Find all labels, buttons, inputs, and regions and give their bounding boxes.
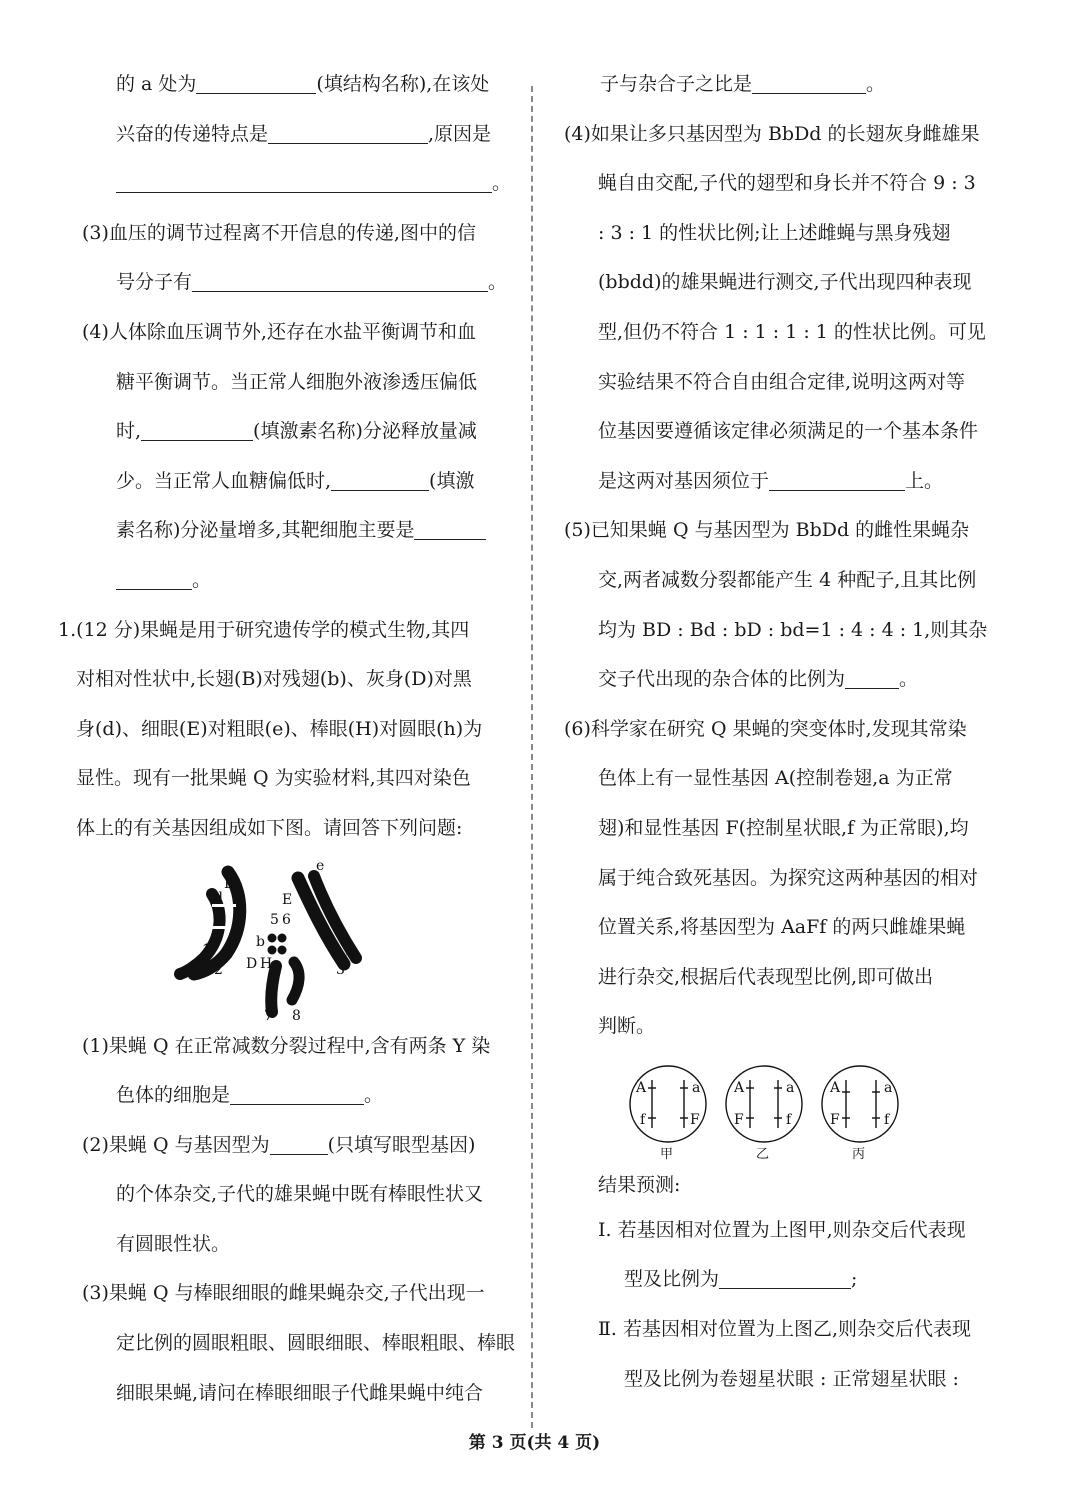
gene-label: E [282, 891, 293, 908]
text-line: (4)如果让多只基因型为 BbDd 的长翅灰身雌雄果 [564, 122, 980, 145]
answer-blank[interactable] [719, 1266, 851, 1289]
text-line: 实验结果不符合自由组合定律,说明这两对等 [598, 370, 966, 393]
text-line: (6)科学家在研究 Q 果蝇的突变体时,发现其常染 [564, 717, 967, 740]
text-line: 色体的细胞是 。 [116, 1084, 384, 1107]
gene-label: d [214, 889, 223, 906]
text-line: 交,两者减数分裂都能产生 4 种配子,且其比例 [598, 568, 977, 591]
text-line: (3)血压的调节过程离不开信息的传递,图中的信 [82, 221, 476, 244]
text-line: 是这两对基因须位于 上。 [598, 469, 944, 492]
text-line: 糖平衡调节。当正常人细胞外液渗透压偏低 [116, 370, 478, 393]
text-line: 翅)和显性基因 F(控制星状眼,f 为正常眼),均 [598, 816, 969, 839]
text-line: (1)果蝇 Q 在正常减数分裂过程中,含有两条 Y 染 [82, 1034, 491, 1057]
gene-label: b [256, 933, 265, 950]
text-line: 位基因要遵循该定律必须满足的一个基本条件 [598, 420, 979, 443]
gene-label: A [830, 1079, 841, 1096]
chromosome-number: 7 [264, 1007, 273, 1022]
chromosome-number: 5 [270, 911, 279, 928]
chromosome-number: 6 [282, 911, 291, 928]
text-line: 细眼果蝇,请问在棒眼细眼子代雌果蝇中纯合 [116, 1381, 484, 1404]
text-line: 对相对性状中,长翅(B)对残翅(b)、灰身(D)对黑 [76, 668, 472, 691]
gene-label: B [224, 875, 235, 892]
gene-label: A [734, 1079, 745, 1096]
answer-blank[interactable] [116, 170, 492, 193]
column-divider [531, 86, 533, 1428]
answer-blank[interactable] [230, 1082, 364, 1105]
text-line: (bbdd)的雄果蝇进行测交,子代出现四种表现 [598, 271, 972, 294]
text-line: 身(d)、细眼(E)对粗眼(e)、棒眼(H)对圆眼(h)为 [76, 717, 483, 740]
text-line: 的 a 处为 (填结构名称),在该处 [116, 73, 490, 95]
text-line: (5)已知果蝇 Q 与基因型为 BbDd 的雌性果蝇杂 [564, 519, 970, 542]
gene-label: F [690, 1111, 700, 1128]
gene-label: f [884, 1111, 890, 1128]
chromosome-figure [76, 854, 524, 1022]
text-line: 号分子有 。 [116, 271, 508, 294]
text-line: 有圆眼性状。 [116, 1232, 231, 1255]
text-line: 交子代出现的杂合体的比例为 。 [598, 668, 919, 691]
text-line: 型及比例为卷翅星状眼 : 正常翅星状眼 : [624, 1367, 959, 1390]
text-line: 色体上有一显性基因 A(控制卷翅,a 为正常 [598, 767, 953, 790]
text-line: 少。当正常人血糖偏低时, (填激 [116, 469, 475, 492]
text-line: 进行杂交,根据后代表现型比例,即可做出 [598, 965, 934, 988]
answer-blank[interactable] [192, 269, 488, 292]
answer-blank[interactable] [141, 418, 253, 441]
chromosome-number: 8 [292, 1007, 301, 1022]
answer-blank[interactable] [268, 121, 428, 144]
answer-blank[interactable] [845, 666, 899, 689]
text-line: 判断。 [598, 1015, 656, 1038]
gene-label: e [316, 857, 325, 874]
text-line: (3)果蝇 Q 与棒眼细眼的雌果蝇杂交,子代出现一 [82, 1282, 485, 1305]
gene-label: f [786, 1111, 792, 1128]
answer-blank[interactable] [769, 468, 905, 491]
cell-name: 甲 [660, 1146, 674, 1162]
chromosome-number: 1 [202, 941, 211, 958]
gene-label: F [734, 1111, 744, 1128]
answer-blank[interactable] [196, 71, 316, 94]
text-line: 子与杂合子之比是 。 [600, 73, 886, 95]
answer-blank[interactable] [116, 567, 192, 590]
chromosome-diagram [76, 854, 524, 1022]
answer-blank[interactable] [752, 71, 866, 94]
text-line: (4)人体除血压调节外,还存在水盐平衡调节和血 [82, 320, 476, 343]
text-line: Ⅰ. 若基因相对位置为上图甲,则杂交后代表现 [598, 1218, 966, 1241]
text-line: 属于纯合致死基因。为探究这两种基因的相对 [598, 866, 979, 889]
right-column [564, 60, 1002, 1404]
text-line: 。 [76, 556, 524, 606]
text-line: 结果预测: [598, 1173, 681, 1196]
text-line: 型,但仍不符合 1 : 1 : 1 : 1 的性状比例。可见 [598, 320, 986, 343]
gene-position-figure [564, 1052, 1002, 1164]
gene-label: D [246, 955, 258, 972]
text-line: 定比例的圆眼粗眼、圆眼细眼、棒眼粗眼、棒眼 [116, 1332, 516, 1355]
answer-blank[interactable] [414, 517, 486, 540]
text-line: 的个体杂交,子代的雄果蝇中既有棒眼性状又 [116, 1183, 484, 1206]
text-line: (2)果蝇 Q 与基因型为 (只填写眼型基因) [82, 1133, 476, 1156]
gene-label: a [884, 1079, 893, 1096]
cell-name: 丙 [852, 1146, 866, 1162]
text-line: 均为 BD : Bd : bD : bd=1 : 4 : 4 : 1,则其杂 [598, 618, 988, 641]
text-line: 。 [76, 159, 524, 209]
text-line: 兴奋的传递特点是 ,原因是 [116, 122, 492, 145]
text-line: 型及比例为 ; [624, 1268, 858, 1291]
text-line: : 3 : 1 的性状比例;让上述雌蝇与黑身残翅 [598, 221, 951, 244]
text-line: 显性。现有一批果蝇 Q 为实验材料,其四对染色 [76, 767, 471, 790]
chromosome-number: 4 [346, 945, 355, 962]
cell-name: 乙 [756, 1146, 770, 1162]
chromosome-number: 3 [336, 961, 345, 978]
gene-label: f [640, 1111, 646, 1128]
chromosome-number: 2 [214, 961, 223, 978]
text-line: Ⅱ. 若基因相对位置为上图乙,则杂交后代表现 [598, 1318, 972, 1341]
page-footer: 第 3 页(共 4 页) [468, 1433, 601, 1453]
text-line: 体上的有关基因组成如下图。请回答下列问题: [76, 816, 463, 839]
gene-label: a [692, 1079, 701, 1096]
left-column [58, 60, 524, 1418]
text-line: 素名称)分泌量增多,其靶细胞主要是 [76, 506, 524, 556]
gene-label: a [786, 1079, 795, 1096]
text-line: 位置关系,将基因型为 AaFf 的两只雌雄果蝇 [598, 916, 966, 939]
gene-label: H [260, 955, 273, 972]
answer-blank[interactable] [331, 468, 429, 491]
gene-label: F [830, 1111, 840, 1128]
text-line: 时, (填激素名称)分泌释放量减 [116, 420, 477, 443]
question-1-heading: 1.(12 分)果蝇是用于研究遗传学的模式生物,其四 [58, 618, 470, 641]
text-line: 蝇自由交配,子代的翅型和身长并不符合 9 : 3 [598, 172, 976, 195]
answer-blank[interactable] [270, 1132, 328, 1155]
cell-diagrams [564, 1052, 1002, 1164]
gene-label: A [636, 1079, 647, 1096]
